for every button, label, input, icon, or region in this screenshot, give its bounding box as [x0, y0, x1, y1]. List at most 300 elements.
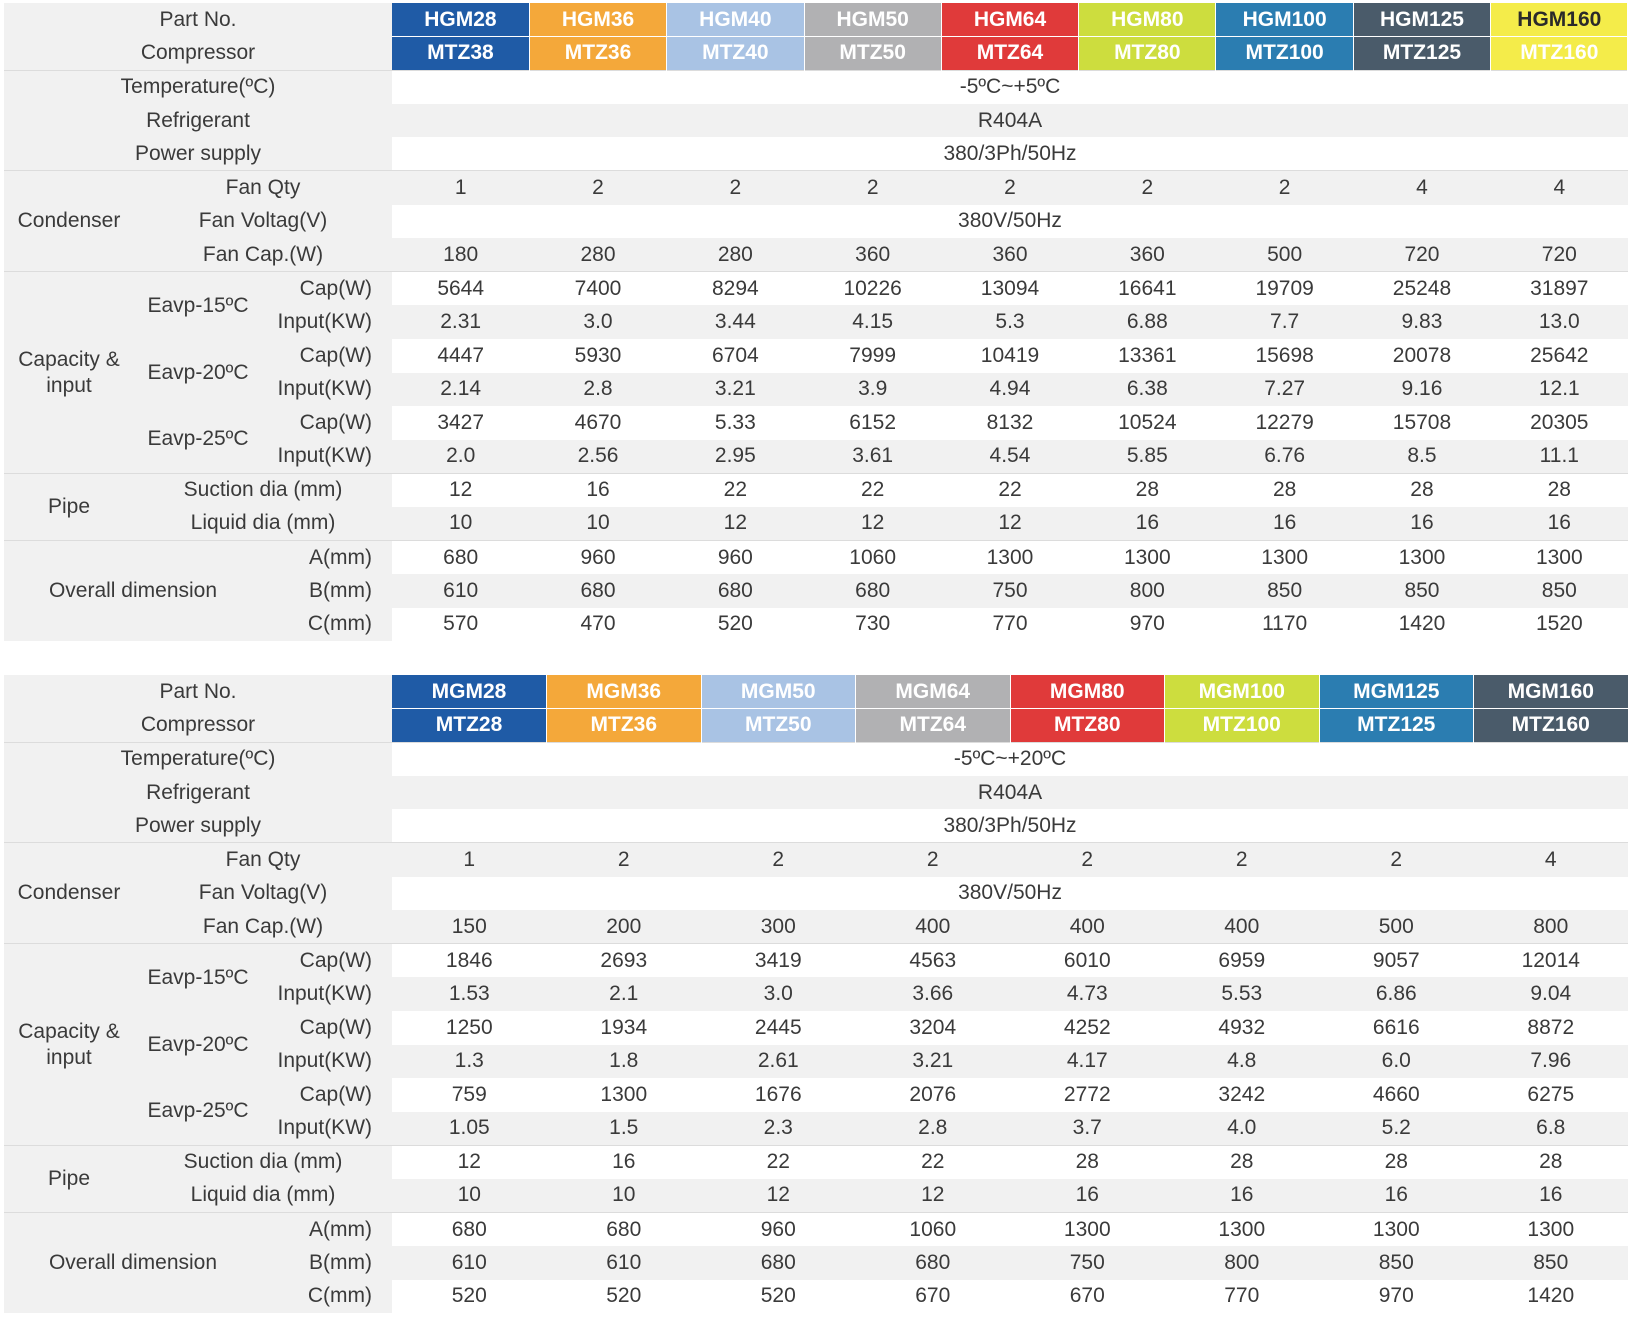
cell-e25-cap: 6275: [1474, 1078, 1629, 1112]
cell-fan-cap: 800: [1474, 910, 1629, 944]
cell-e15-cap: 2693: [547, 944, 702, 978]
group-label-pipe: Pipe: [4, 473, 134, 540]
row-e20-cap: [4, 1011, 1628, 1045]
label-refrigerant: Refrigerant: [4, 776, 392, 810]
row-refrigerant: [4, 776, 1628, 810]
cell-e20-input: 6.38: [1079, 373, 1216, 407]
cell-fan-cap: 180: [392, 238, 529, 272]
cell-suction: 28: [1216, 473, 1353, 507]
header-part-no: HGM100: [1216, 3, 1353, 37]
cell-e25-cap: 4670: [529, 406, 666, 440]
cell-liquid: 10: [392, 507, 529, 541]
cell-dim-a: 1300: [1010, 1213, 1165, 1247]
row-part-no: [4, 675, 1628, 709]
cell-e20-cap: 8872: [1474, 1011, 1629, 1045]
cell-dim-b: 850: [1216, 574, 1353, 608]
cell-e20-cap: 3204: [856, 1011, 1011, 1045]
header-compressor: MTZ100: [1216, 37, 1353, 71]
header-compressor: MTZ80: [1010, 709, 1165, 743]
cell-e15-cap: 9057: [1319, 944, 1474, 978]
cell-dim-b: 800: [1165, 1246, 1320, 1280]
cell-e20-cap: 2445: [701, 1011, 856, 1045]
cell-dim-b: 850: [1474, 1246, 1629, 1280]
cell-suction: 28: [1010, 1145, 1165, 1179]
cell-e25-cap: 6152: [804, 406, 941, 440]
label-input-kw: Input(KW): [262, 440, 392, 474]
cell-dim-a: 680: [392, 541, 529, 575]
cell-dim-c: 970: [1079, 608, 1216, 642]
cell-e25-input: 11.1: [1491, 440, 1628, 474]
cell-liquid: 12: [856, 1179, 1011, 1213]
cell-dim-a: 1300: [1353, 541, 1490, 575]
cell-e20-cap: 13361: [1079, 339, 1216, 373]
cell-suction: 28: [1491, 473, 1628, 507]
cell-suction: 22: [701, 1145, 856, 1179]
cell-e15-cap: 6959: [1165, 944, 1320, 978]
cell-e20-input: 4.17: [1010, 1045, 1165, 1079]
row-fan-voltage: [4, 877, 1628, 911]
cell-e25-cap: 3427: [392, 406, 529, 440]
cell-e20-cap: 20078: [1353, 339, 1490, 373]
cell-e15-cap: 25248: [1353, 272, 1490, 306]
cell-fan-cap: 360: [804, 238, 941, 272]
cell-e15-input: 1.53: [392, 977, 547, 1011]
value-temperature: -5ºC~+5ºC: [392, 70, 1628, 104]
label-eavp-25: Eavp-25ºC: [134, 1078, 262, 1145]
cell-dim-c: 520: [701, 1280, 856, 1314]
cell-e15-cap: 16641: [1079, 272, 1216, 306]
header-part-no: MGM100: [1165, 675, 1320, 709]
cell-e20-cap: 1934: [547, 1011, 702, 1045]
cell-fan-qty: 1: [392, 843, 547, 877]
label-input-kw: Input(KW): [262, 1112, 392, 1146]
cell-e15-input: 3.44: [667, 305, 804, 339]
cell-e20-cap: 6616: [1319, 1011, 1474, 1045]
cell-e25-input: 3.61: [804, 440, 941, 474]
group-label-condenser: Condenser: [4, 843, 134, 944]
cell-e15-input: 3.0: [529, 305, 666, 339]
cell-e25-input: 8.5: [1353, 440, 1490, 474]
cell-fan-cap: 360: [1079, 238, 1216, 272]
cell-e15-input: 6.86: [1319, 977, 1474, 1011]
row-fan-qty: [4, 843, 1628, 877]
cell-fan-qty: 2: [667, 171, 804, 205]
value-refrigerant: R404A: [392, 104, 1628, 138]
cell-suction: 28: [1319, 1145, 1474, 1179]
cell-suction: 28: [1353, 473, 1490, 507]
cell-fan-cap: 400: [856, 910, 1011, 944]
label-fan-voltage: Fan Voltag(V): [134, 205, 392, 239]
cell-e15-input: 4.73: [1010, 977, 1165, 1011]
header-compressor: MTZ38: [392, 37, 529, 71]
header-compressor: MTZ125: [1319, 709, 1474, 743]
header-part-no: HGM125: [1353, 3, 1490, 37]
row-e25-cap: [4, 1078, 1628, 1112]
cell-dim-c: 730: [804, 608, 941, 642]
cell-dim-a: 960: [529, 541, 666, 575]
label-temperature: Temperature(ºC): [4, 742, 392, 776]
label-fan-qty: Fan Qty: [134, 843, 392, 877]
cell-dim-b: 610: [392, 1246, 547, 1280]
cell-e25-input: 5.85: [1079, 440, 1216, 474]
cell-dim-b: 680: [804, 574, 941, 608]
cell-dim-b: 750: [941, 574, 1078, 608]
cell-liquid: 12: [804, 507, 941, 541]
cell-suction: 16: [547, 1145, 702, 1179]
cell-e20-input: 1.8: [547, 1045, 702, 1079]
label-eavp-25: Eavp-25ºC: [134, 406, 262, 473]
cell-e20-cap: 25642: [1491, 339, 1628, 373]
cell-dim-b: 680: [701, 1246, 856, 1280]
row-compressor: [4, 709, 1628, 743]
cell-e20-input: 3.21: [667, 373, 804, 407]
cell-e25-cap: 8132: [941, 406, 1078, 440]
cell-e25-input: 2.8: [856, 1112, 1011, 1146]
cell-dim-b: 850: [1491, 574, 1628, 608]
cell-e15-cap: 19709: [1216, 272, 1353, 306]
label-eavp-15: Eavp-15ºC: [134, 944, 262, 1011]
label-eavp-15: Eavp-15ºC: [134, 272, 262, 339]
cell-e20-cap: 7999: [804, 339, 941, 373]
row-dim-a: [4, 541, 1628, 575]
cell-e15-input: 5.3: [941, 305, 1078, 339]
cell-e15-cap: 13094: [941, 272, 1078, 306]
cell-fan-qty: 2: [941, 171, 1078, 205]
cell-e20-input: 9.16: [1353, 373, 1490, 407]
cell-dim-c: 470: [529, 608, 666, 642]
cell-e25-cap: 1300: [547, 1078, 702, 1112]
label-suction: Suction dia (mm): [134, 473, 392, 507]
header-compressor: MTZ64: [856, 709, 1011, 743]
cell-e25-cap: 15708: [1353, 406, 1490, 440]
cell-liquid: 10: [529, 507, 666, 541]
cell-dim-a: 1060: [856, 1213, 1011, 1247]
cell-e20-input: 4.94: [941, 373, 1078, 407]
header-part-no: MGM50: [701, 675, 856, 709]
row-power-supply: [4, 809, 1628, 843]
cell-fan-qty: 2: [529, 171, 666, 205]
cell-dim-c: 1520: [1491, 608, 1628, 642]
cell-e20-input: 7.96: [1474, 1045, 1629, 1079]
header-part-no: HGM160: [1491, 3, 1628, 37]
cell-dim-b: 610: [547, 1246, 702, 1280]
header-compressor: MTZ50: [804, 37, 941, 71]
cell-dim-b: 750: [1010, 1246, 1165, 1280]
cell-dim-b: 680: [667, 574, 804, 608]
label-cap-w: Cap(W): [262, 339, 392, 373]
row-e25-cap: [4, 406, 1628, 440]
cell-dim-c: 520: [667, 608, 804, 642]
label-cap-w: Cap(W): [262, 272, 392, 306]
label-compressor: Compressor: [4, 709, 392, 743]
cell-e15-input: 3.66: [856, 977, 1011, 1011]
cell-e15-input: 4.15: [804, 305, 941, 339]
label-cap-w: Cap(W): [262, 406, 392, 440]
cell-e20-input: 2.14: [392, 373, 529, 407]
spec-table-hgm: [4, 3, 1628, 641]
label-liquid: Liquid dia (mm): [134, 507, 392, 541]
cell-fan-cap: 200: [547, 910, 702, 944]
header-compressor: MTZ64: [941, 37, 1078, 71]
group-label-overall-dimension: Overall dimension: [4, 1213, 262, 1314]
label-liquid: Liquid dia (mm): [134, 1179, 392, 1213]
cell-dim-c: 520: [392, 1280, 547, 1314]
cell-liquid: 16: [1319, 1179, 1474, 1213]
label-b-mm: B(mm): [262, 574, 392, 608]
cell-suction: 28: [1474, 1145, 1629, 1179]
row-suction: [4, 473, 1628, 507]
header-compressor: MTZ100: [1165, 709, 1320, 743]
cell-dim-a: 1060: [804, 541, 941, 575]
cell-suction: 22: [941, 473, 1078, 507]
cell-e15-cap: 10226: [804, 272, 941, 306]
cell-liquid: 16: [1165, 1179, 1320, 1213]
cell-dim-c: 770: [941, 608, 1078, 642]
cell-fan-qty: 2: [1079, 171, 1216, 205]
cell-dim-b: 850: [1353, 574, 1490, 608]
label-input-kw: Input(KW): [262, 305, 392, 339]
value-fan-voltage: 380V/50Hz: [392, 205, 1628, 239]
label-fan-qty: Fan Qty: [134, 171, 392, 205]
row-part-no: [4, 3, 1628, 37]
group-label-overall-dimension: Overall dimension: [4, 541, 262, 642]
cell-e25-cap: 2772: [1010, 1078, 1165, 1112]
row-refrigerant: [4, 104, 1628, 138]
cell-fan-qty: 2: [1216, 171, 1353, 205]
cell-e25-input: 4.0: [1165, 1112, 1320, 1146]
header-part-no: HGM28: [392, 3, 529, 37]
cell-suction: 28: [1165, 1145, 1320, 1179]
cell-liquid: 12: [941, 507, 1078, 541]
cell-e25-cap: 5.33: [667, 406, 804, 440]
cell-e15-cap: 31897: [1491, 272, 1628, 306]
cell-e15-cap: 7400: [529, 272, 666, 306]
cell-dim-b: 680: [856, 1246, 1011, 1280]
cell-fan-cap: 720: [1491, 238, 1628, 272]
cell-e20-input: 7.27: [1216, 373, 1353, 407]
cell-fan-qty: 1: [392, 171, 529, 205]
cell-fan-cap: 280: [529, 238, 666, 272]
cell-fan-qty: 4: [1353, 171, 1490, 205]
row-e20-cap: [4, 339, 1628, 373]
label-part-no: Part No.: [4, 675, 392, 709]
cell-dim-a: 1300: [1165, 1213, 1320, 1247]
label-eavp-20: Eavp-20ºC: [134, 1011, 262, 1078]
cell-dim-c: 670: [1010, 1280, 1165, 1314]
label-power-supply: Power supply: [4, 137, 392, 171]
cell-fan-cap: 150: [392, 910, 547, 944]
cell-e20-input: 12.1: [1491, 373, 1628, 407]
cell-dim-b: 800: [1079, 574, 1216, 608]
group-label-condenser: Condenser: [4, 171, 134, 272]
cell-fan-cap: 720: [1353, 238, 1490, 272]
label-fan-cap: Fan Cap.(W): [134, 238, 392, 272]
cell-dim-a: 960: [701, 1213, 856, 1247]
cell-liquid: 12: [667, 507, 804, 541]
cell-suction: 22: [667, 473, 804, 507]
cell-dim-c: 770: [1165, 1280, 1320, 1314]
cell-liquid: 16: [1353, 507, 1490, 541]
cell-fan-qty: 4: [1474, 843, 1629, 877]
cell-e15-input: 13.0: [1491, 305, 1628, 339]
cell-e25-cap: 20305: [1491, 406, 1628, 440]
spec-table-mgm: [4, 675, 1629, 1313]
cell-liquid: 16: [1079, 507, 1216, 541]
cell-suction: 28: [1079, 473, 1216, 507]
cell-suction: 12: [392, 473, 529, 507]
cell-dim-a: 1300: [1491, 541, 1628, 575]
row-liquid: [4, 1179, 1628, 1213]
cell-e15-input: 6.88: [1079, 305, 1216, 339]
cell-suction: 22: [804, 473, 941, 507]
cell-e15-cap: 1846: [392, 944, 547, 978]
header-compressor: MTZ125: [1353, 37, 1490, 71]
cell-e15-input: 9.83: [1353, 305, 1490, 339]
cell-e25-cap: 4660: [1319, 1078, 1474, 1112]
header-compressor: MTZ40: [667, 37, 804, 71]
row-compressor: [4, 37, 1628, 71]
header-compressor: MTZ50: [701, 709, 856, 743]
header-compressor: MTZ160: [1474, 709, 1629, 743]
row-suction: [4, 1145, 1628, 1179]
label-cap-w: Cap(W): [262, 1078, 392, 1112]
cell-dim-b: 610: [392, 574, 529, 608]
cell-fan-cap: 280: [667, 238, 804, 272]
row-temperature: [4, 742, 1628, 776]
label-b-mm: B(mm): [262, 1246, 392, 1280]
cell-liquid: 10: [392, 1179, 547, 1213]
label-c-mm: C(mm): [262, 1280, 392, 1314]
label-part-no: Part No.: [4, 3, 392, 37]
header-part-no: HGM36: [529, 3, 666, 37]
cell-fan-cap: 500: [1319, 910, 1474, 944]
cell-e20-input: 2.8: [529, 373, 666, 407]
cell-dim-a: 680: [392, 1213, 547, 1247]
cell-dim-a: 1300: [1319, 1213, 1474, 1247]
cell-dim-a: 1300: [1216, 541, 1353, 575]
header-compressor: MTZ28: [392, 709, 547, 743]
cell-dim-a: 1300: [1474, 1213, 1629, 1247]
cell-dim-c: 1420: [1353, 608, 1490, 642]
row-fan-cap: [4, 238, 1628, 272]
header-part-no: HGM80: [1079, 3, 1216, 37]
cell-e15-cap: 4563: [856, 944, 1011, 978]
cell-suction: 22: [856, 1145, 1011, 1179]
header-part-no: MGM28: [392, 675, 547, 709]
header-compressor: MTZ160: [1491, 37, 1628, 71]
cell-e20-cap: 1250: [392, 1011, 547, 1045]
cell-e20-cap: 10419: [941, 339, 1078, 373]
cell-e20-input: 1.3: [392, 1045, 547, 1079]
cell-e15-cap: 8294: [667, 272, 804, 306]
cell-liquid: 10: [547, 1179, 702, 1213]
cell-e25-input: 6.8: [1474, 1112, 1629, 1146]
cell-e25-input: 5.2: [1319, 1112, 1474, 1146]
label-fan-cap: Fan Cap.(W): [134, 910, 392, 944]
cell-e20-cap: 15698: [1216, 339, 1353, 373]
cell-liquid: 16: [1010, 1179, 1165, 1213]
cell-dim-b: 680: [529, 574, 666, 608]
header-part-no: MGM64: [856, 675, 1011, 709]
cell-suction: 16: [529, 473, 666, 507]
cell-e20-input: 2.61: [701, 1045, 856, 1079]
label-power-supply: Power supply: [4, 809, 392, 843]
row-temperature: [4, 70, 1628, 104]
value-fan-voltage: 380V/50Hz: [392, 877, 1628, 911]
cell-e20-input: 4.8: [1165, 1045, 1320, 1079]
header-part-no: MGM160: [1474, 675, 1629, 709]
cell-e25-input: 1.5: [547, 1112, 702, 1146]
row-dim-a: [4, 1213, 1628, 1247]
header-part-no: HGM64: [941, 3, 1078, 37]
cell-e20-input: 3.9: [804, 373, 941, 407]
cell-e25-input: 2.0: [392, 440, 529, 474]
cell-liquid: 12: [701, 1179, 856, 1213]
label-compressor: Compressor: [4, 37, 392, 71]
row-liquid: [4, 507, 1628, 541]
cell-dim-c: 520: [547, 1280, 702, 1314]
cell-e15-cap: 5644: [392, 272, 529, 306]
cell-dim-c: 1420: [1474, 1280, 1629, 1314]
cell-fan-cap: 500: [1216, 238, 1353, 272]
label-fan-voltage: Fan Voltag(V): [134, 877, 392, 911]
row-fan-qty: [4, 171, 1628, 205]
value-refrigerant: R404A: [392, 776, 1628, 810]
header-part-no: MGM125: [1319, 675, 1474, 709]
cell-e25-input: 2.3: [701, 1112, 856, 1146]
cell-e15-input: 2.31: [392, 305, 529, 339]
cell-dim-a: 1300: [1079, 541, 1216, 575]
label-a-mm: A(mm): [262, 1213, 392, 1247]
label-eavp-20: Eavp-20ºC: [134, 339, 262, 406]
label-a-mm: A(mm): [262, 541, 392, 575]
cell-e20-cap: 6704: [667, 339, 804, 373]
cell-e25-cap: 12279: [1216, 406, 1353, 440]
cell-fan-qty: 2: [856, 843, 1011, 877]
cell-fan-cap: 300: [701, 910, 856, 944]
cell-fan-qty: 2: [1319, 843, 1474, 877]
cell-e15-input: 5.53: [1165, 977, 1320, 1011]
cell-dim-c: 970: [1319, 1280, 1474, 1314]
group-label-capacity-input: Capacity & input: [4, 944, 134, 1146]
cell-e25-input: 2.56: [529, 440, 666, 474]
cell-e15-input: 3.0: [701, 977, 856, 1011]
cell-liquid: 16: [1491, 507, 1628, 541]
cell-e25-cap: 1676: [701, 1078, 856, 1112]
label-cap-w: Cap(W): [262, 1011, 392, 1045]
cell-dim-c: 670: [856, 1280, 1011, 1314]
cell-fan-qty: 2: [1010, 843, 1165, 877]
cell-e25-cap: 3242: [1165, 1078, 1320, 1112]
label-c-mm: C(mm): [262, 608, 392, 642]
cell-fan-cap: 400: [1165, 910, 1320, 944]
cell-suction: 12: [392, 1145, 547, 1179]
cell-e20-cap: 4252: [1010, 1011, 1165, 1045]
cell-dim-a: 960: [667, 541, 804, 575]
row-power-supply: [4, 137, 1628, 171]
header-compressor: MTZ80: [1079, 37, 1216, 71]
value-power-supply: 380/3Ph/50Hz: [392, 809, 1628, 843]
header-part-no: HGM40: [667, 3, 804, 37]
cell-e15-cap: 6010: [1010, 944, 1165, 978]
cell-e20-input: 6.0: [1319, 1045, 1474, 1079]
cell-dim-b: 850: [1319, 1246, 1474, 1280]
cell-e15-input: 2.1: [547, 977, 702, 1011]
header-part-no: MGM36: [547, 675, 702, 709]
cell-e25-cap: 759: [392, 1078, 547, 1112]
group-label-capacity-input: Capacity & input: [4, 272, 134, 474]
row-fan-voltage: [4, 205, 1628, 239]
